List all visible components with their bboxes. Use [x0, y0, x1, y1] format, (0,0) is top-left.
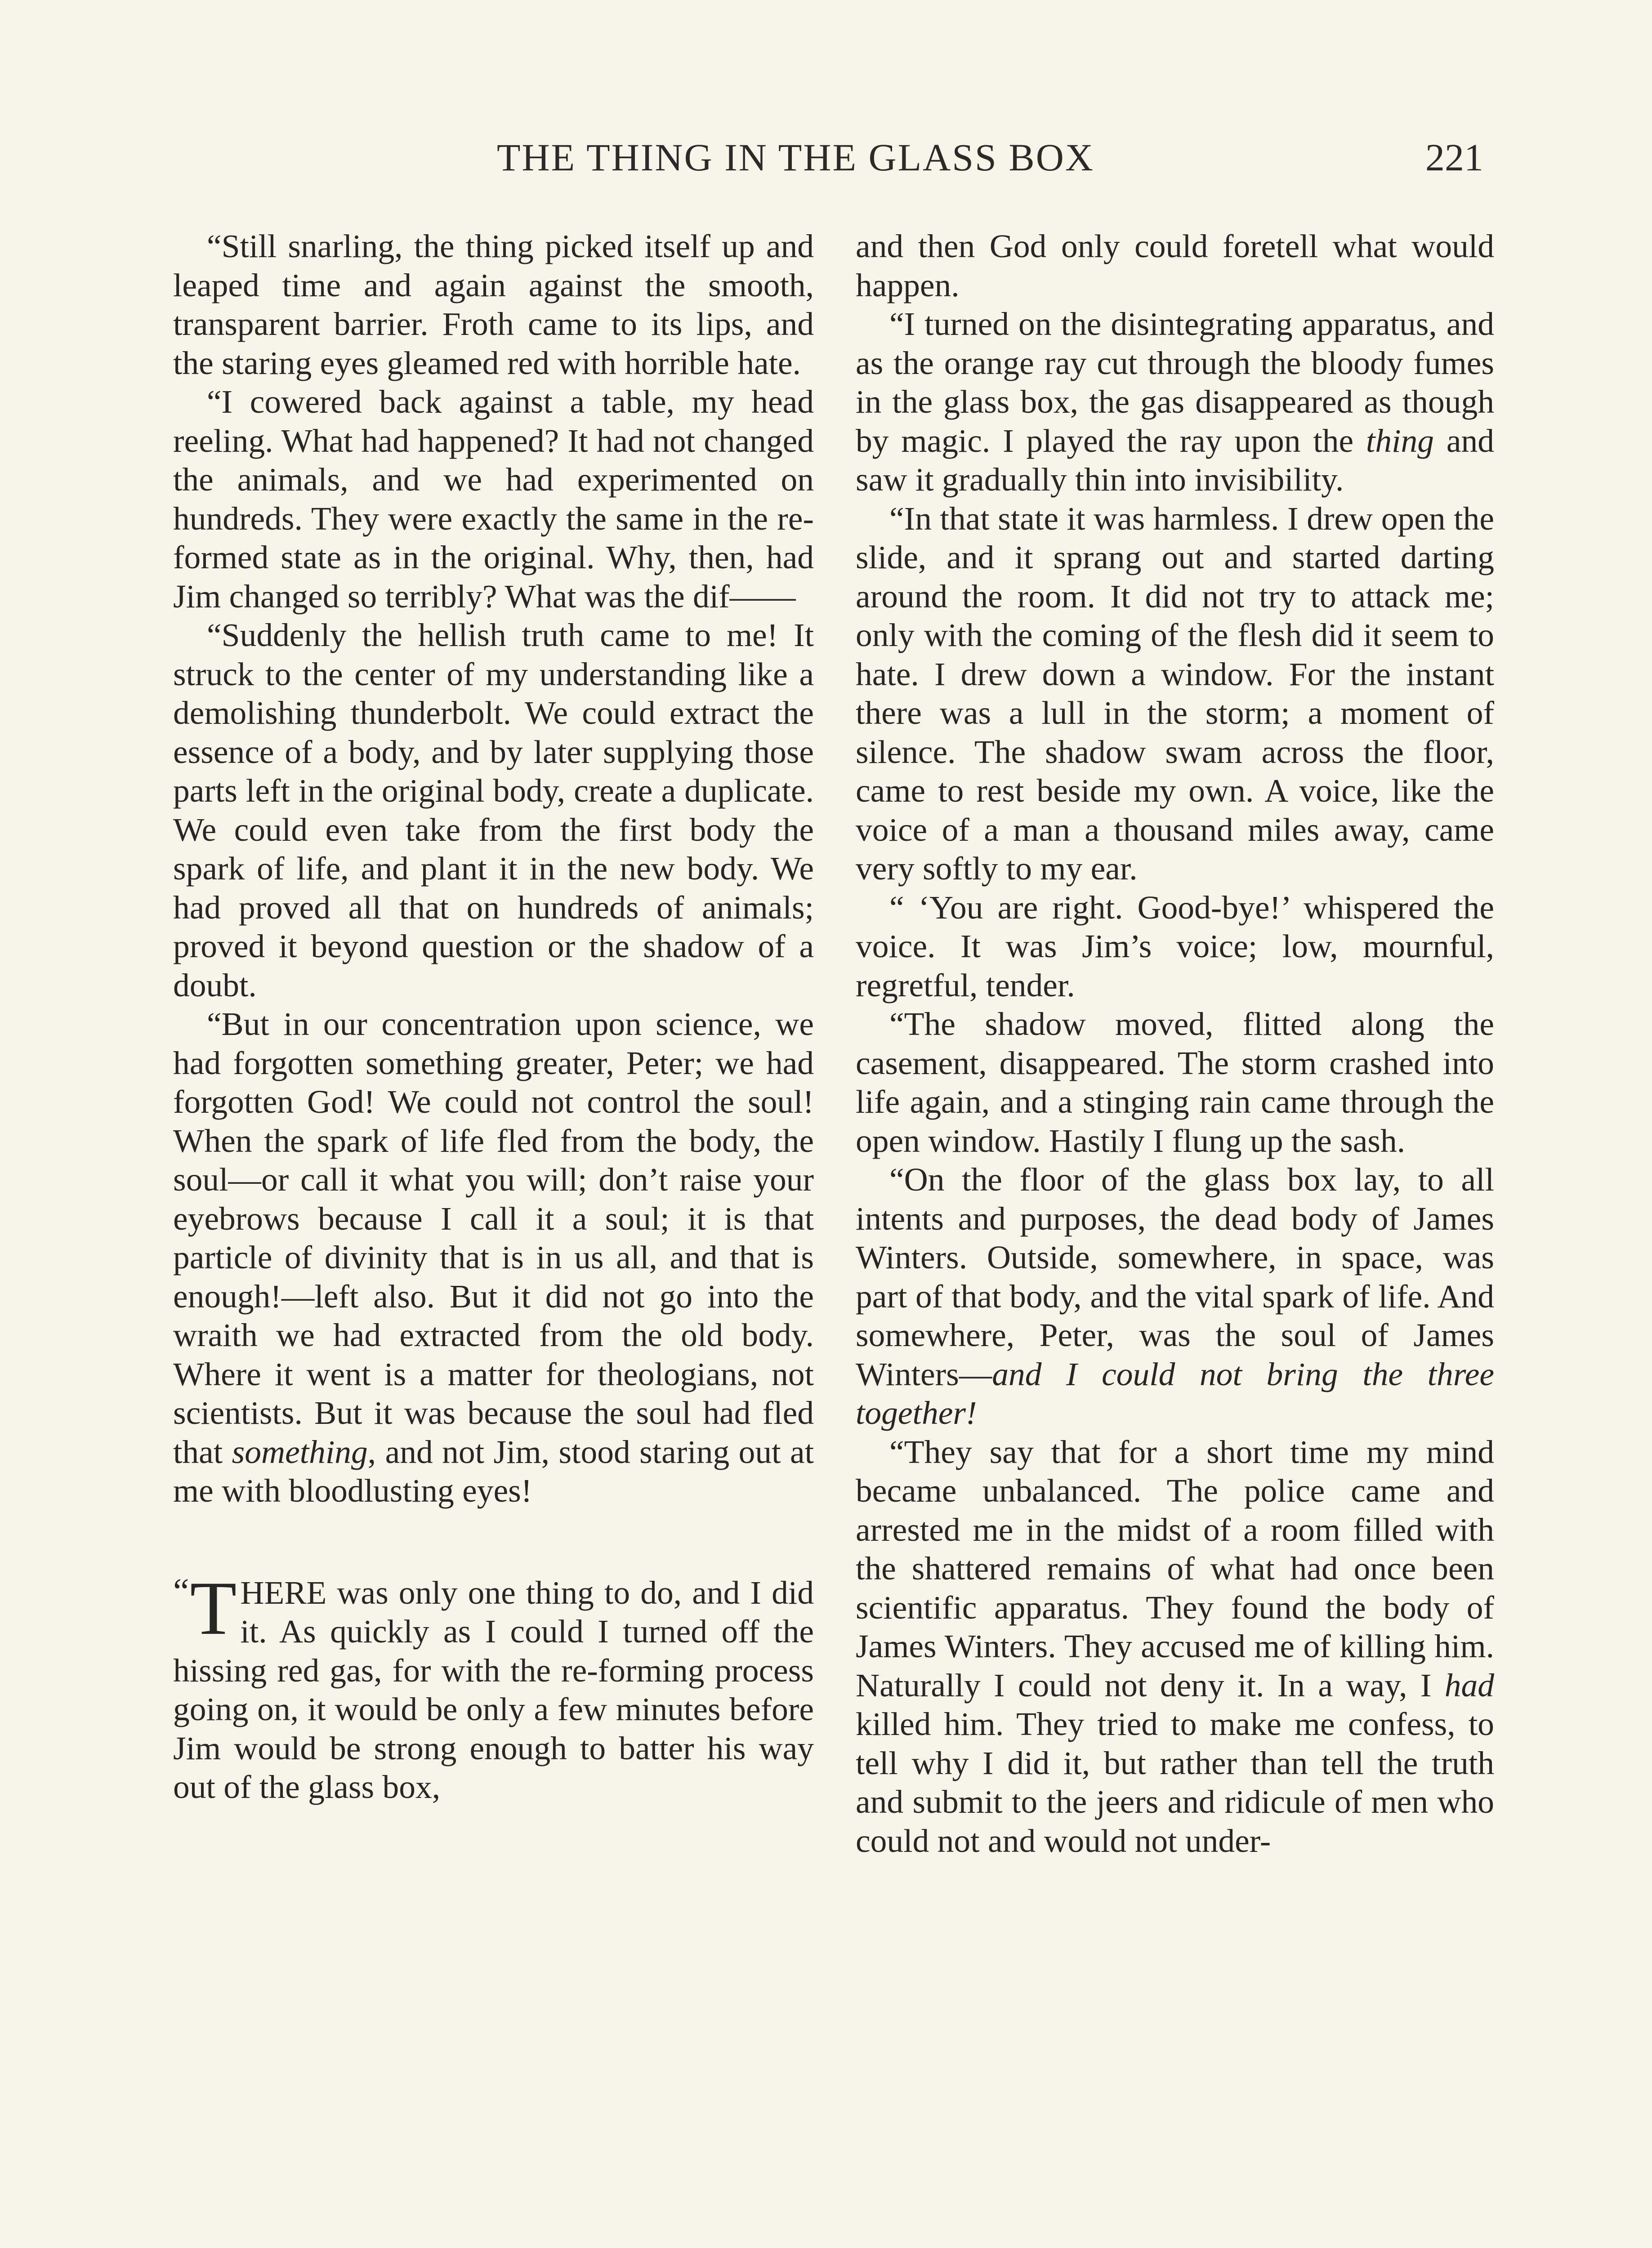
paragraph [856, 1160, 1494, 1433]
italic-text: something [232, 1433, 368, 1470]
paragraph [856, 1433, 1494, 1861]
left-column [173, 227, 814, 1807]
paragraph: and then God only could foretell what would happen. [856, 228, 1494, 303]
paragraph: “In that state it was harmless. I drew open the slide, and it sprang out and started darting around the room. It did not try to attack me; only with the coming of the flesh did it seem to hate. I drew down a window. For the instant there was a lull in the storm; a moment of silence. The shadow swam across the floor, came to rest beside my own. A voice, like the voice of a man a thousand miles away, came very softly to my ear. [856, 500, 1494, 887]
small-caps-text: HERE [240, 1574, 327, 1611]
right-column [856, 227, 1494, 1860]
paragraph: “Suddenly the hellish truth came to me! It struck to the center of my understanding like a demolishing thunderbolt. We could extract the essence of a body, and by later supplying those parts left in the original body, create a duplicate. We could even take from the first body the spark of life, and plant it in the new body. We had proved all that on hundreds of animals; proved it beyond question or the shadow of a doubt. [173, 617, 814, 1004]
paragraph: “I cowered back against a table, my head reeling. What had happened? It had not changed the animals, and we had experimented on hundreds. They were exactly the same in the re-formed state as in the original. Why, then, had Jim changed so terribly? What was the dif—— [173, 384, 814, 615]
text-run: “On the floor of the glass box lay, to all intents and purposes, the dead body of James Winters. Outside, somewhere, in space, was part of that body, and the vital spark of life. And somewhere, Peter, was the soul of James Winters— [856, 1161, 1494, 1392]
italic-text: had [1444, 1667, 1494, 1704]
text-run: “But in our concentration upon science, we had forgotten something greater, Peter; we had forgotten God! We could not control the soul! When the spark of life fled from the body, the soul—or call it what you will; don’t raise your eyebrows because I call it a soul; it is that particle of divinity that is in us all, and that is enough!—left also. But it did not go into the wraith we had extracted from the old body. Where it went is a matter for theologians, not scientists. But it was because the soul had fled that [173, 1006, 814, 1470]
dropcap-paragraph [173, 1566, 814, 1807]
paragraph [173, 1005, 814, 1511]
italic-text: and I could not bring the three together! [856, 1356, 1494, 1431]
paragraph: “Still snarling, the thing picked itself up and leaped time and again against the smooth, transparent barrier. Froth came to its lips, and the staring eyes gleamed red with horrible hate. [173, 228, 814, 381]
text-run: “I turned on the disintegrating apparatus, and as the orange ray cut through the bloody fumes in the glass box, the gas disappeared as though by magic. I played the ray upon the [856, 306, 1494, 459]
text-run: killed him. They tried to make me confess, to tell why I did it, but rather than tell the truth and submit to the jeers and ridicule of men who could not and would not under- [856, 1706, 1494, 1859]
text-run: , and not Jim, stood staring out at me with bloodlusting eyes! [173, 1433, 814, 1509]
text-run: “They say that for a short time my mind became unbalanced. The police came and arrested me in the midst of a room filled with the shattered remains of what had once been scientific apparatus. They found the body of James Winters. They accused me of killing him. Naturally I could not deny it. In a way, I [856, 1433, 1494, 1704]
running-head-title: THE THING IN THE GLASS BOX [497, 136, 1094, 179]
paragraph: “The shadow moved, flitted along the casement, disappeared. The storm crashed into life again, and a stinging rain came through the open window. Hastily I flung up the sash. [856, 1006, 1494, 1159]
text-run: and saw it gradually thin into invisibility. [856, 422, 1495, 498]
drop-cap-letter: T [190, 1566, 237, 1650]
paragraph [856, 305, 1494, 500]
italic-text: thing [1366, 422, 1434, 459]
drop-quote: “ [173, 1571, 189, 1611]
page-number: 221 [1425, 136, 1483, 179]
text-run: was only one thing to do, and I did it. As quickly as I could I turned off the hissing red gas, for with the re-forming process going on, it would be only a few minutes before Jim would be strong enough to batter his way out of the glass box, [173, 1574, 814, 1805]
paragraph: “ ‘You are right. Good-bye!’ whispered the voice. It was Jim’s voice; low, mournful, regretful, tender. [856, 889, 1494, 1004]
